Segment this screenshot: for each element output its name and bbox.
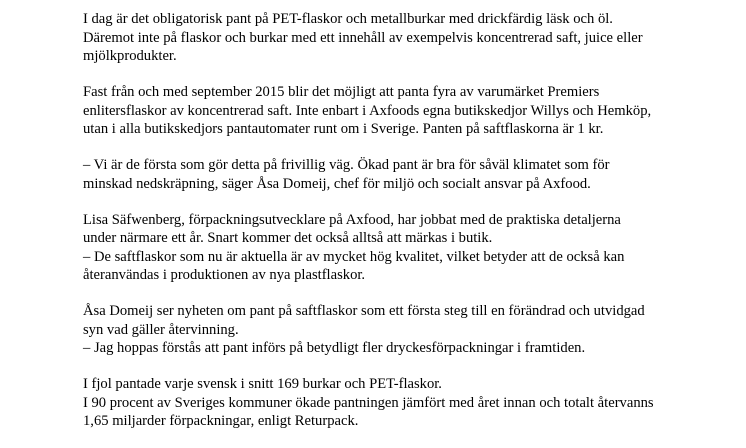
text-line: I dag är det obligatorisk pant på PET-flaskor och metallburkar med drickfärdig läsk och öl. — [83, 11, 613, 27]
text-line: mjölkprodukter. — [83, 48, 177, 64]
text-line: minskad nedskräpning, säger Åsa Domeij, chef för miljö och socialt ansvar på Axfood. — [83, 175, 591, 192]
paragraph-safwenberg — [83, 211, 723, 285]
text-line: utan i alla butikskedjors pantautomater runt om i Sverige. Panten på saftflaskorna är 1 kr. — [83, 121, 604, 137]
paragraph-statistics — [83, 375, 723, 431]
text-line: I fjol pantade varje svensk i snitt 169 burkar och PET-flaskor. — [83, 376, 442, 392]
text-line: under närmare ett år. Snart kommer det också alltså att märkas i butik. — [83, 230, 493, 246]
text-line: 1,65 miljarder förpackningar, enligt Returpack. — [83, 413, 359, 429]
text-line: Däremot inte på flaskor och burkar med ett innehåll av exempelvis koncentrerad saft, juice eller — [83, 29, 643, 46]
text-line: syn vad gäller återvinning. — [83, 321, 239, 338]
text-line: – Vi är de första som gör detta på frivillig väg. Ökad pant är bra för såväl klimatet som för — [83, 157, 610, 173]
text-line: – De saftflaskor som nu är aktuella är av mycket hög kvalitet, vilket betyder att de också kan — [83, 248, 625, 265]
text-line: Fast från och med september 2015 blir det möjligt att panta fyra av varumärket Premiers — [83, 84, 600, 100]
paragraph-premier-bottles — [83, 83, 723, 139]
paragraph-quote-domeij — [83, 156, 723, 193]
text-line: Åsa Domeij ser nyheten om pant på saftflaskor som ett första steg till en förändrad och utvidgad — [83, 303, 645, 319]
paragraph-recycling-view — [83, 302, 723, 358]
document-body — [83, 10, 723, 448]
text-line: – Jag hoppas förstås att pant införs på betydligt fler dryckesförpackningar i framtiden. — [83, 340, 586, 356]
text-line: Lisa Säfwenberg, förpackningsutvecklare på Axfood, har jobbat med de praktiska detaljerna — [83, 211, 621, 228]
text-line: I 90 procent av Sveriges kommuner ökade pantningen jämfört med året innan och totalt återvanns — [83, 394, 654, 411]
text-line: enlitersflaskor av koncentrerad saft. Inte enbart i Axfoods egna butikskedjor Willys och Hemköp, — [83, 102, 652, 119]
paragraph-deposit-intro — [83, 10, 723, 66]
text-line: återanvändas i produktionen av nya plastflaskor. — [83, 267, 366, 283]
